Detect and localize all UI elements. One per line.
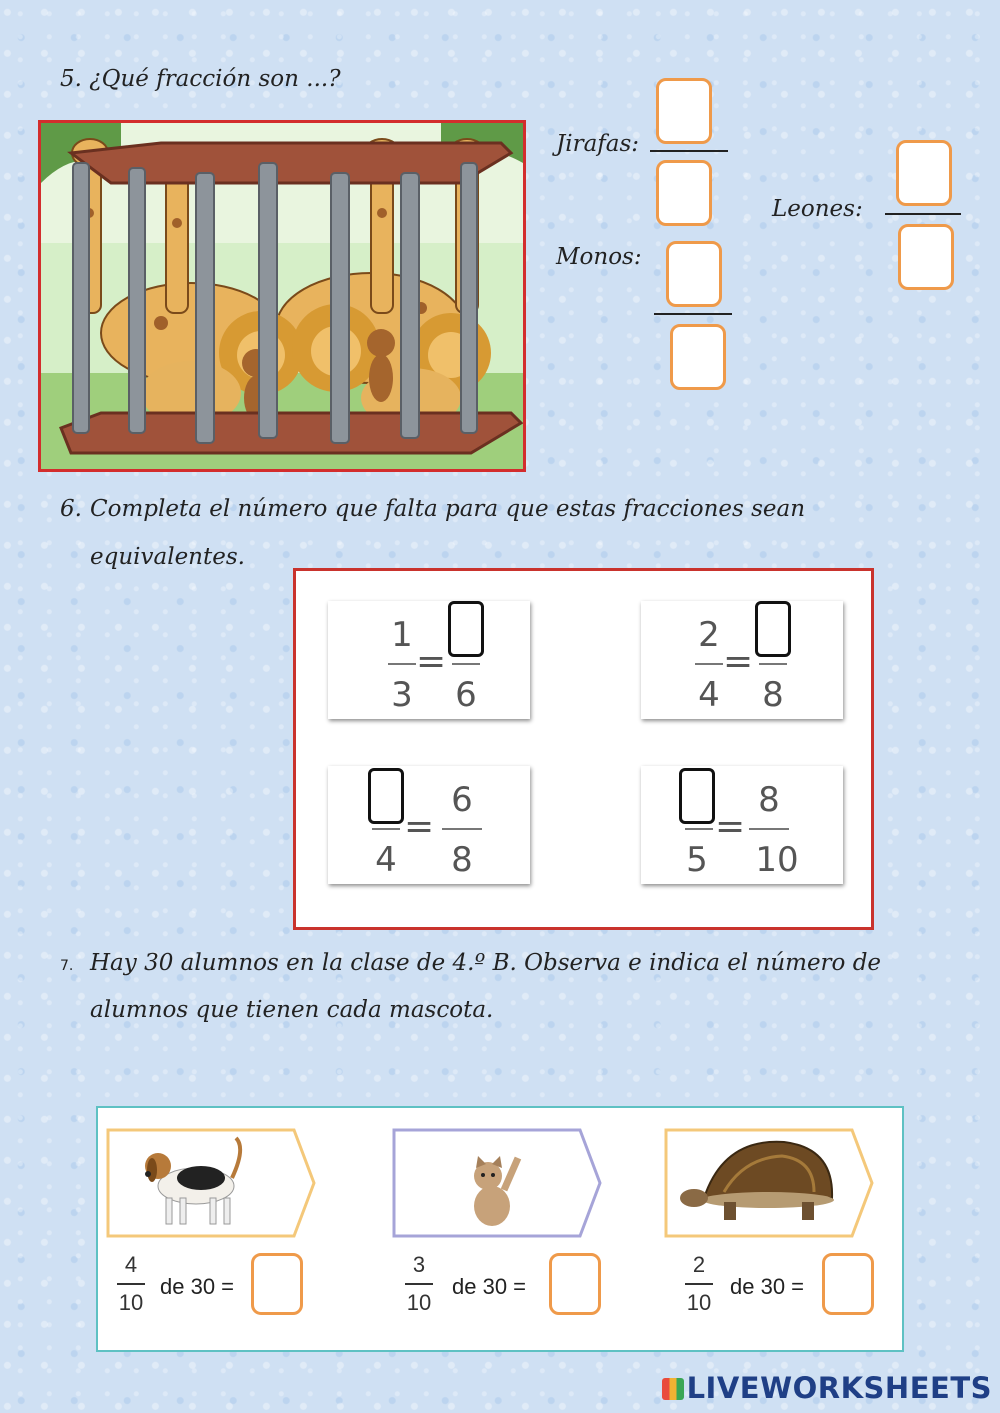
left-fraction-bar [685, 828, 713, 830]
left-numerator: 1 [391, 615, 413, 655]
dog-fraction-bar [117, 1283, 145, 1285]
leones-denominator-input[interactable] [898, 224, 954, 290]
cat-fraction-denominator: 10 [406, 1290, 432, 1315]
left-fraction-bar [388, 663, 416, 665]
equivalence-card [328, 601, 530, 719]
equivalence-card [328, 766, 530, 884]
right-numerator-input[interactable] [448, 601, 484, 657]
equals-sign: = [416, 641, 447, 682]
left-denominator: 3 [391, 675, 413, 715]
equivalence-card [641, 601, 843, 719]
left-denominator: 5 [686, 840, 708, 880]
right-denominator: 6 [455, 675, 477, 715]
left-numerator-input[interactable] [679, 768, 715, 824]
dog-tag [106, 1128, 316, 1238]
left-denominator: 4 [698, 675, 720, 715]
right-fraction-bar [442, 828, 482, 830]
turtle-fraction-bar [685, 1283, 713, 1285]
right-numerator-input[interactable] [755, 601, 791, 657]
turtle-fraction-denominator: 10 [686, 1290, 712, 1315]
equals-sign: = [723, 641, 754, 682]
right-fraction-bar [759, 663, 787, 665]
turtle-tag [664, 1128, 874, 1238]
right-numerator: 6 [451, 780, 473, 820]
cat-tag [392, 1128, 602, 1238]
leones-fraction-bar [885, 213, 961, 215]
dog-answer-input[interactable] [251, 1253, 303, 1315]
right-denominator: 10 [755, 840, 799, 880]
zoo-cage-image [38, 120, 526, 472]
cat-de-30-label: de 30 = [452, 1274, 527, 1299]
dog-fraction-denominator: 10 [118, 1290, 144, 1315]
right-numerator: 8 [758, 780, 780, 820]
left-fraction-bar [372, 828, 400, 830]
equivalent-fractions-panel [293, 568, 874, 930]
monos-fraction-bar [654, 313, 732, 315]
label-monos: Monos: [556, 244, 642, 270]
left-denominator: 4 [375, 840, 397, 880]
left-numerator: 2 [698, 615, 720, 655]
cat-fraction-bar [405, 1283, 433, 1285]
leones-numerator-input[interactable] [896, 140, 952, 206]
right-fraction-bar [452, 663, 480, 665]
equivalence-card [641, 766, 843, 884]
dog-fraction-numerator: 4 [124, 1252, 138, 1277]
zoo-cage-illustration [41, 123, 523, 469]
q6-number: 6. [60, 496, 82, 522]
dog-de-30-label: de 30 = [160, 1274, 235, 1299]
turtle-fraction-numerator: 2 [692, 1252, 706, 1277]
liveworksheets-icon [662, 1378, 684, 1400]
pets-panel [96, 1106, 904, 1352]
q7-number: 7. [60, 958, 74, 974]
right-denominator: 8 [451, 840, 473, 880]
q7-title-line1: Hay 30 alumnos en la clase de 4.º B. Observa e indica el número de [90, 950, 882, 976]
turtle-answer-input[interactable] [822, 1253, 874, 1315]
jirafas-denominator-input[interactable] [656, 160, 712, 226]
monos-numerator-input[interactable] [666, 241, 722, 307]
q5-title: 5. ¿Qué fracción son ...? [60, 66, 341, 92]
label-leones: Leones: [772, 196, 863, 222]
cat-answer-input[interactable] [549, 1253, 601, 1315]
right-denominator: 8 [762, 675, 784, 715]
left-numerator-input[interactable] [368, 768, 404, 824]
jirafas-numerator-input[interactable] [656, 78, 712, 144]
liveworksheets-logo [662, 1371, 992, 1405]
cat-fraction-numerator: 3 [412, 1252, 426, 1277]
turtle-de-30-label: de 30 = [730, 1274, 805, 1299]
q7-title-line2: alumnos que tienen cada mascota. [90, 997, 494, 1023]
q6-title-line1: Completa el número que falta para que estas fracciones sean [90, 496, 806, 522]
equals-sign: = [404, 806, 435, 847]
q6-title-line2: equivalentes. [90, 544, 245, 570]
label-jirafas: Jirafas: [556, 131, 640, 157]
brand-text: LIVEWORKSHEETS [686, 1371, 992, 1405]
jirafas-fraction-bar [650, 150, 728, 152]
equals-sign: = [715, 806, 746, 847]
monos-denominator-input[interactable] [670, 324, 726, 390]
left-fraction-bar [695, 663, 723, 665]
right-fraction-bar [749, 828, 789, 830]
